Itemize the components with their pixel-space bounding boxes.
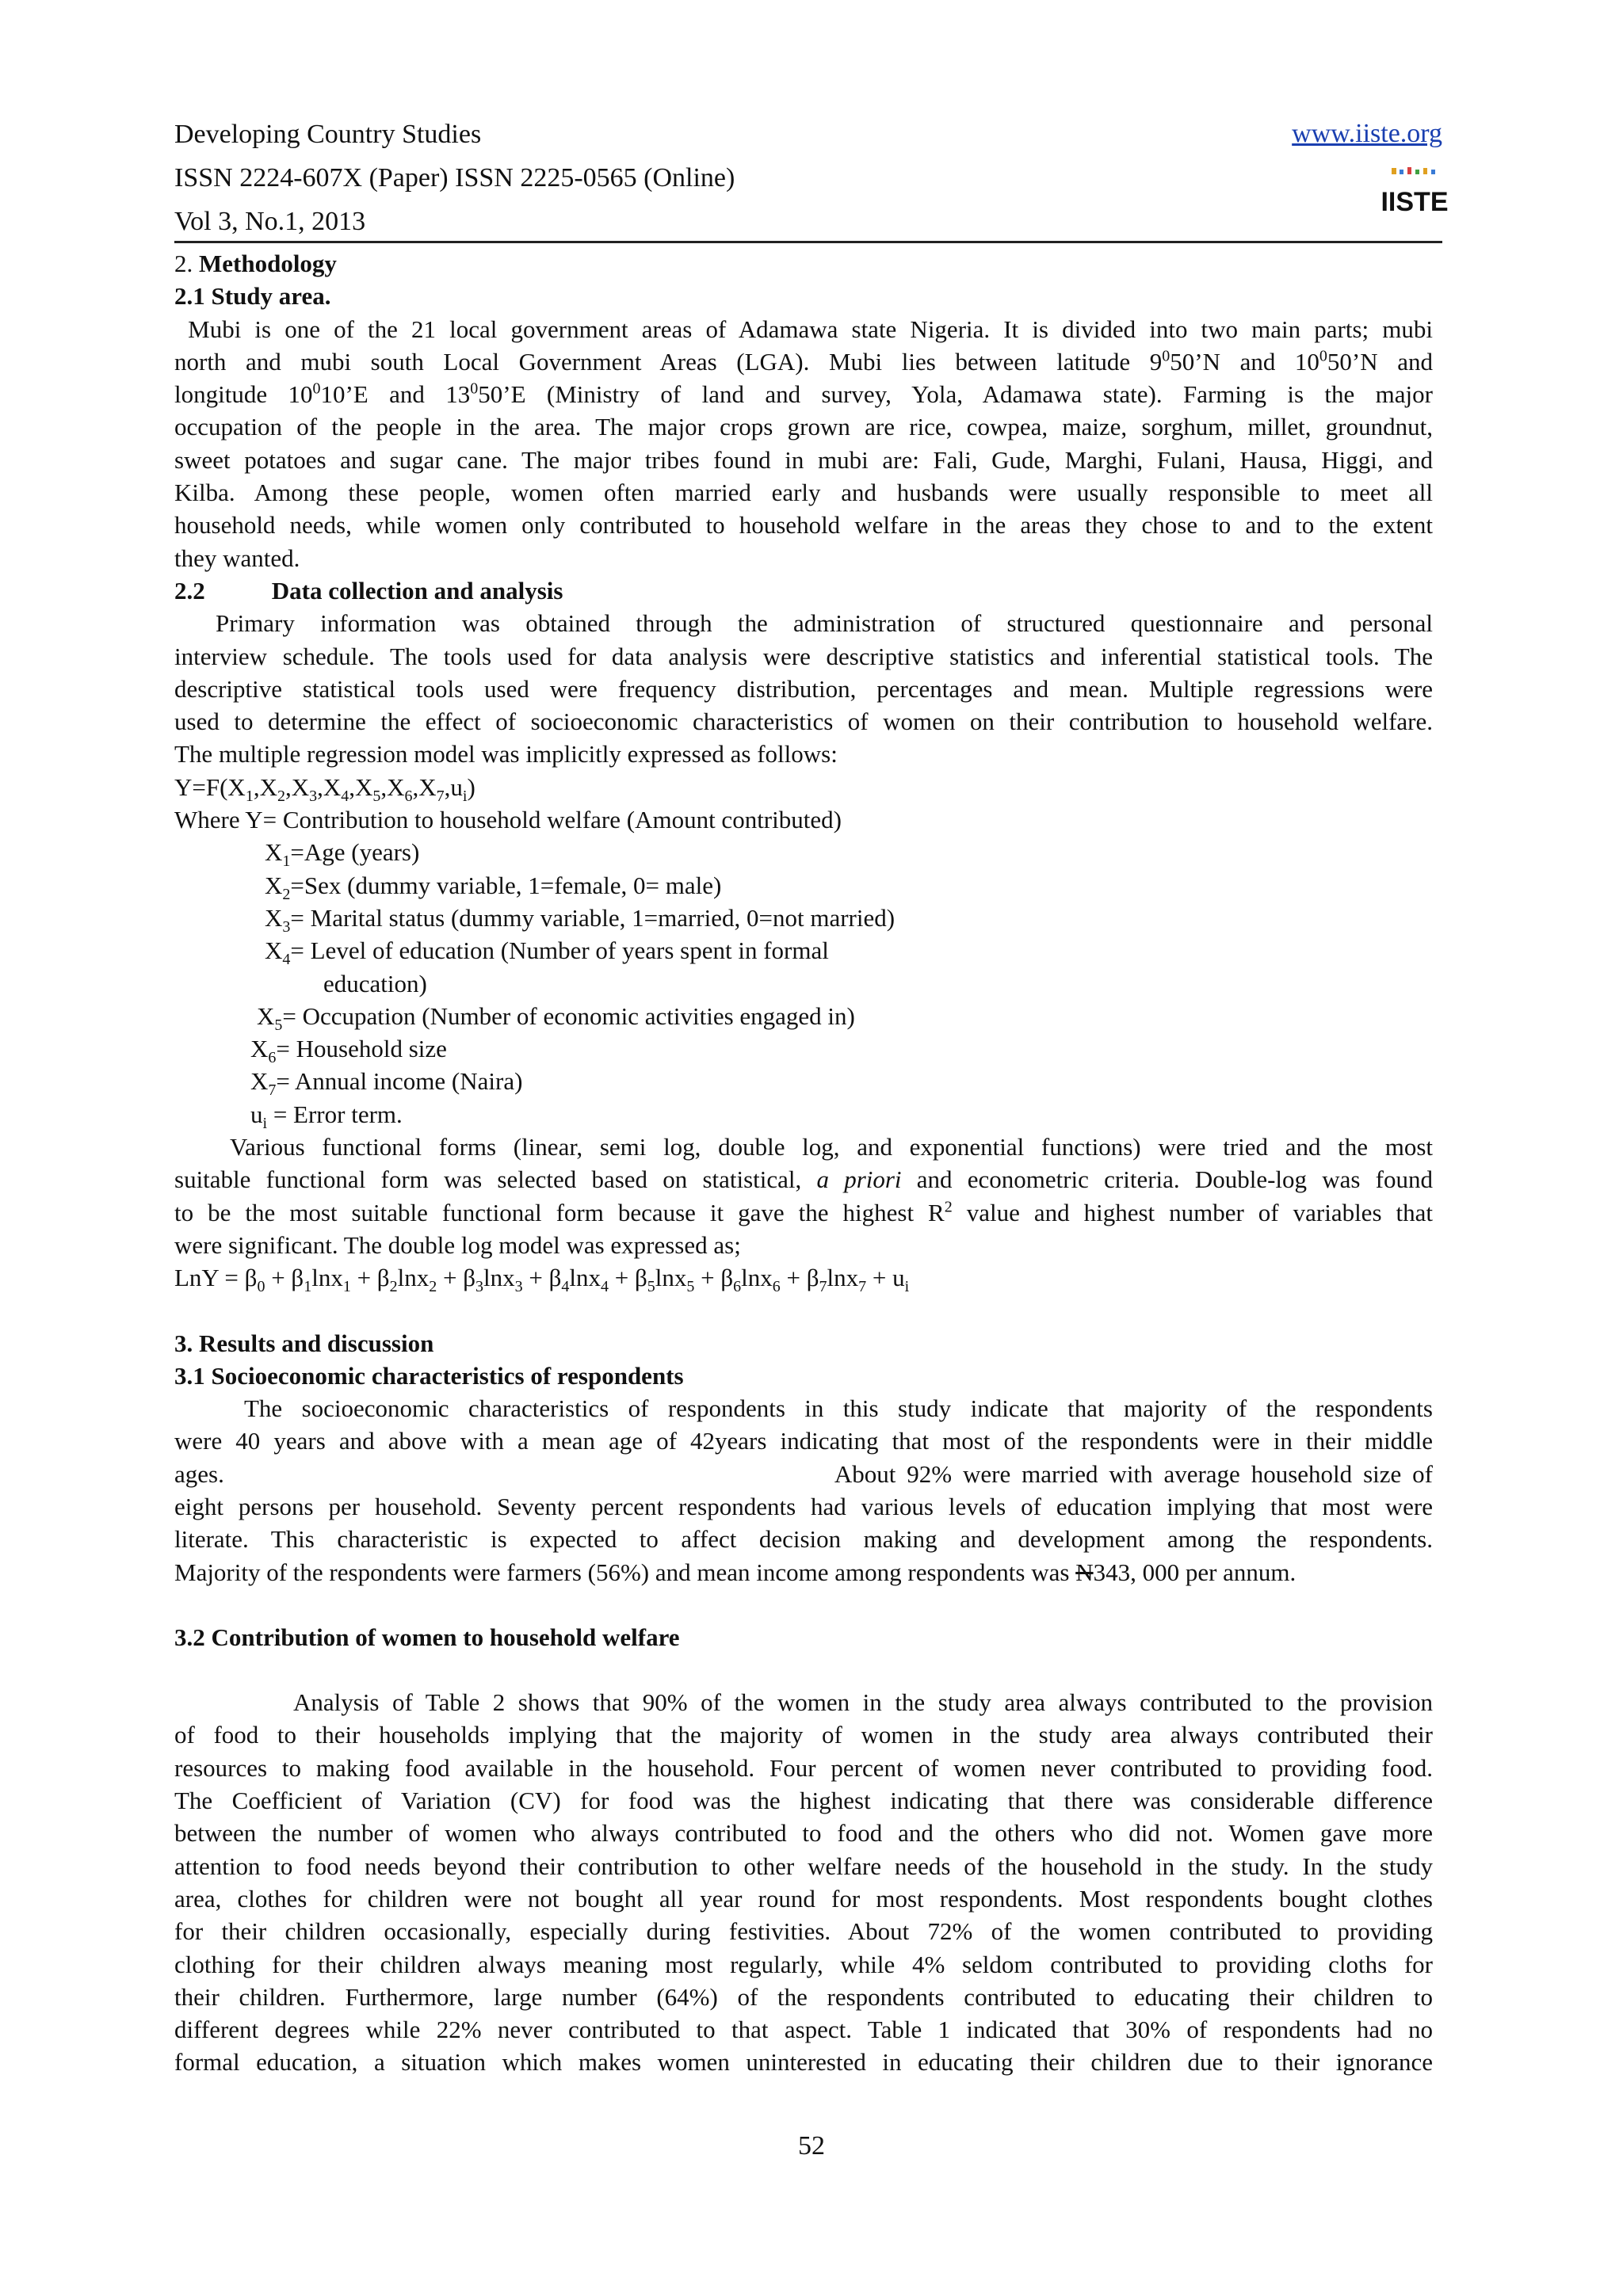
journal-url-link[interactable]: www.iiste.org: [1292, 119, 1442, 148]
variable-x4-cont: education): [323, 969, 427, 997]
text-line: The Coefficient of Variation (CV) for food was the highest indicating that there was considerable difference: [174, 1787, 1433, 1815]
text-line: literate. This characteristic is expected to affect decision making and development among the respondents.: [174, 1525, 1433, 1554]
variable-x6: $X_6=$ Household size: [250, 1035, 447, 1067]
text-line: they wanted.: [174, 543, 300, 572]
section-heading-contribution: 3.2 Contribution of women to household welfare: [174, 1623, 680, 1651]
paragraph-data-collection: [174, 607, 1433, 770]
section-heading-results: 3. Results and discussion: [174, 1329, 434, 1357]
variable-x1: $X_1=Age$ (years): [265, 838, 420, 871]
section-heading-socioeconomic: 3.1 Socioeconomic characteristics of respondents: [174, 1361, 684, 1390]
text-line: sweet potatoes and sugar cane. The major tribes found in mubi are: Fali, Gude, Marghi, Fulani, Hausa, Higgi, and: [174, 445, 1433, 474]
text-line: occupation of the people in the area. The major crops grown are rice, cowpea, maize, sorghum, millet, groundnut,: [174, 413, 1433, 441]
svg-text:IISTE: IISTE: [1381, 187, 1449, 217]
text-line: attention to food needs beyond their contribution to other welfare needs of the household in the study. In the study: [174, 1852, 1433, 1880]
text-line: The multiple regression model was implicitly expressed as follows:: [174, 740, 838, 769]
variable-x4: $X_4=$ Level of education (Number of years spent in formal: [265, 936, 829, 969]
variable-x7: $X_7=$ Annual income (Naira): [250, 1067, 523, 1100]
variable-where-line: Where Y= Contribution to household welfare (Amount contributed): [174, 806, 842, 834]
text-line: between the number of women who always contributed to food and the others who did not. Women gave more: [174, 1819, 1433, 1848]
page-number: 52: [798, 2131, 825, 2161]
text-line: to be the most suitable functional form because it gave the highest $R^2$ value and highest number of variables that: [174, 1198, 1433, 1226]
text-line: formal education, a situation which makes women uninterested in educating their children due to their ignorance: [174, 2048, 1433, 2077]
volume-line: Vol 3, No.1, 2013: [174, 207, 366, 236]
header-rule: [174, 241, 1442, 243]
variable-x3: $X_3=$ Marital status (dummy variable, 1=married, 0=not married): [265, 903, 896, 936]
variable-x2: $X_2=Sex$ (dummy variable, 1=female, 0= male): [265, 871, 722, 903]
text-line: interview schedule. The tools used for data analysis were descriptive statistics and inferential statistical tools. The: [174, 642, 1433, 670]
text-line: Mubi is one of the 21 local government areas of Adamawa state Nigeria. It is divided into two main parts; mubi: [188, 315, 1434, 343]
text-line: their children. Furthermore, large number (64%) of the respondents contributed to educating their children to: [174, 1982, 1433, 2011]
text-line: ages. About 92% were married with average household size of: [174, 1459, 1433, 1488]
article-body: [174, 247, 1433, 2079]
text-line: different degrees while 22% never contributed to that aspect. Table 1 indicated that 30% of respondents had no: [174, 2016, 1433, 2044]
naira-symbol: N: [1075, 1558, 1094, 1586]
iiste-logo-icon: [1381, 166, 1449, 220]
text-line: north and mubi south Local Government Areas (LGA). Mubi lies between latitude $9^050’N$ and $10^050’N$ and: [174, 347, 1433, 376]
journal-title: Developing Country Studies: [174, 120, 482, 149]
paragraph-contribution: [174, 1686, 1433, 2079]
text-line: Primary information was obtained through the administration of structured questionnaire and personal: [216, 609, 1433, 638]
text-line: of food to their households implying that the majority of women in the study area always contributed their: [174, 1721, 1433, 1749]
section-heading-study-area: 2.1 Study area.: [174, 282, 331, 311]
spacer: [174, 1589, 1433, 1621]
text-line: Various functional forms (linear, semi log, double log, and exponential functions) were tried and the most: [230, 1133, 1433, 1161]
text-line: were significant. The double log model was expressed as;: [174, 1230, 741, 1259]
equation-implicit-model: $Y=F(X_1,X_2,X_3,X_4,X_5,X_6,X_7,u_i)$: [174, 772, 475, 805]
text-line: for their children occasionally, especially during festivities. About 72% of the women contributed to providing: [174, 1917, 1433, 1946]
text-line: suitable functional form was selected based on statistical, a priori and econometric criteria. Double-log was found: [174, 1165, 1433, 1194]
text-line: longitude $10^010’E$ and $13^050’E$ (Ministry of land and survey, Yola, Adamawa state). Farming is the major: [174, 379, 1433, 409]
paragraph-functional-forms: [174, 1131, 1433, 1261]
text-line: Majority of the respondents were farmers (56%) and mean income among respondents was N343, 000 per annum.: [174, 1558, 1296, 1586]
text-line: Kilba. Among these people, women often married early and husbands were usually responsible to meet all: [174, 479, 1433, 507]
text-line: The socioeconomic characteristics of respondents in this study indicate that majority of the respondents: [244, 1394, 1433, 1423]
text-line: eight persons per household. Seventy percent respondents had various levels of education implying that most were: [174, 1492, 1433, 1520]
section-heading-data-collection: 2.2 Data collection and analysis: [174, 576, 563, 605]
issn-line: ISSN 2224-607X (Paper) ISSN 2225-0565 (Online): [174, 163, 735, 193]
section-heading-methodology: 2. Methodology: [174, 250, 337, 277]
paragraph-study-area: [174, 313, 1433, 574]
text-line: clothing for their children always meaning most regularly, while 4% seldom contributed to providing cloths for: [174, 1950, 1433, 1978]
text-line: descriptive statistical tools used were frequency distribution, percentages and mean. Multiple regressions were: [174, 674, 1433, 703]
text-line: area, clothes for children were not bought all year round for most respondents. Most respondents bought clothes: [174, 1884, 1433, 1913]
equation-double-log-model: LnY = $\beta_0 + \beta_1\ln x_1 + \beta_2\ln x_2 + \beta_3\ln x_3 + \beta_4\ln x_4 + \beta_5\ln x_5 + \beta_6\ln x_6 + \beta_7\ln x_7 + u_i$: [174, 1264, 910, 1296]
spacer: [174, 1295, 1433, 1327]
text-line: used to determine the effect of socioeconomic characteristics of women on their contribution to household welfare.: [174, 707, 1433, 736]
text-line: were 40 years and above with a mean age of 42years indicating that most of the respondents were in their middle: [174, 1427, 1433, 1455]
text-line: household needs, while women only contributed to household welfare in the areas they chose to and to the extent: [174, 511, 1433, 540]
text-line: resources to making food available in the household. Four percent of women never contributed to providing food.: [174, 1753, 1433, 1782]
variable-x5: $X_5=$ Occupation (Number of economic activities engaged in): [257, 1001, 855, 1035]
variable-ui: $u_i$ = Error term.: [250, 1100, 403, 1132]
paragraph-socioeconomic: [174, 1392, 1433, 1589]
text-line: Analysis of Table 2 shows that 90% of the women in the study area always contributed to the provision: [293, 1688, 1433, 1717]
spacer: [174, 1653, 1433, 1686]
